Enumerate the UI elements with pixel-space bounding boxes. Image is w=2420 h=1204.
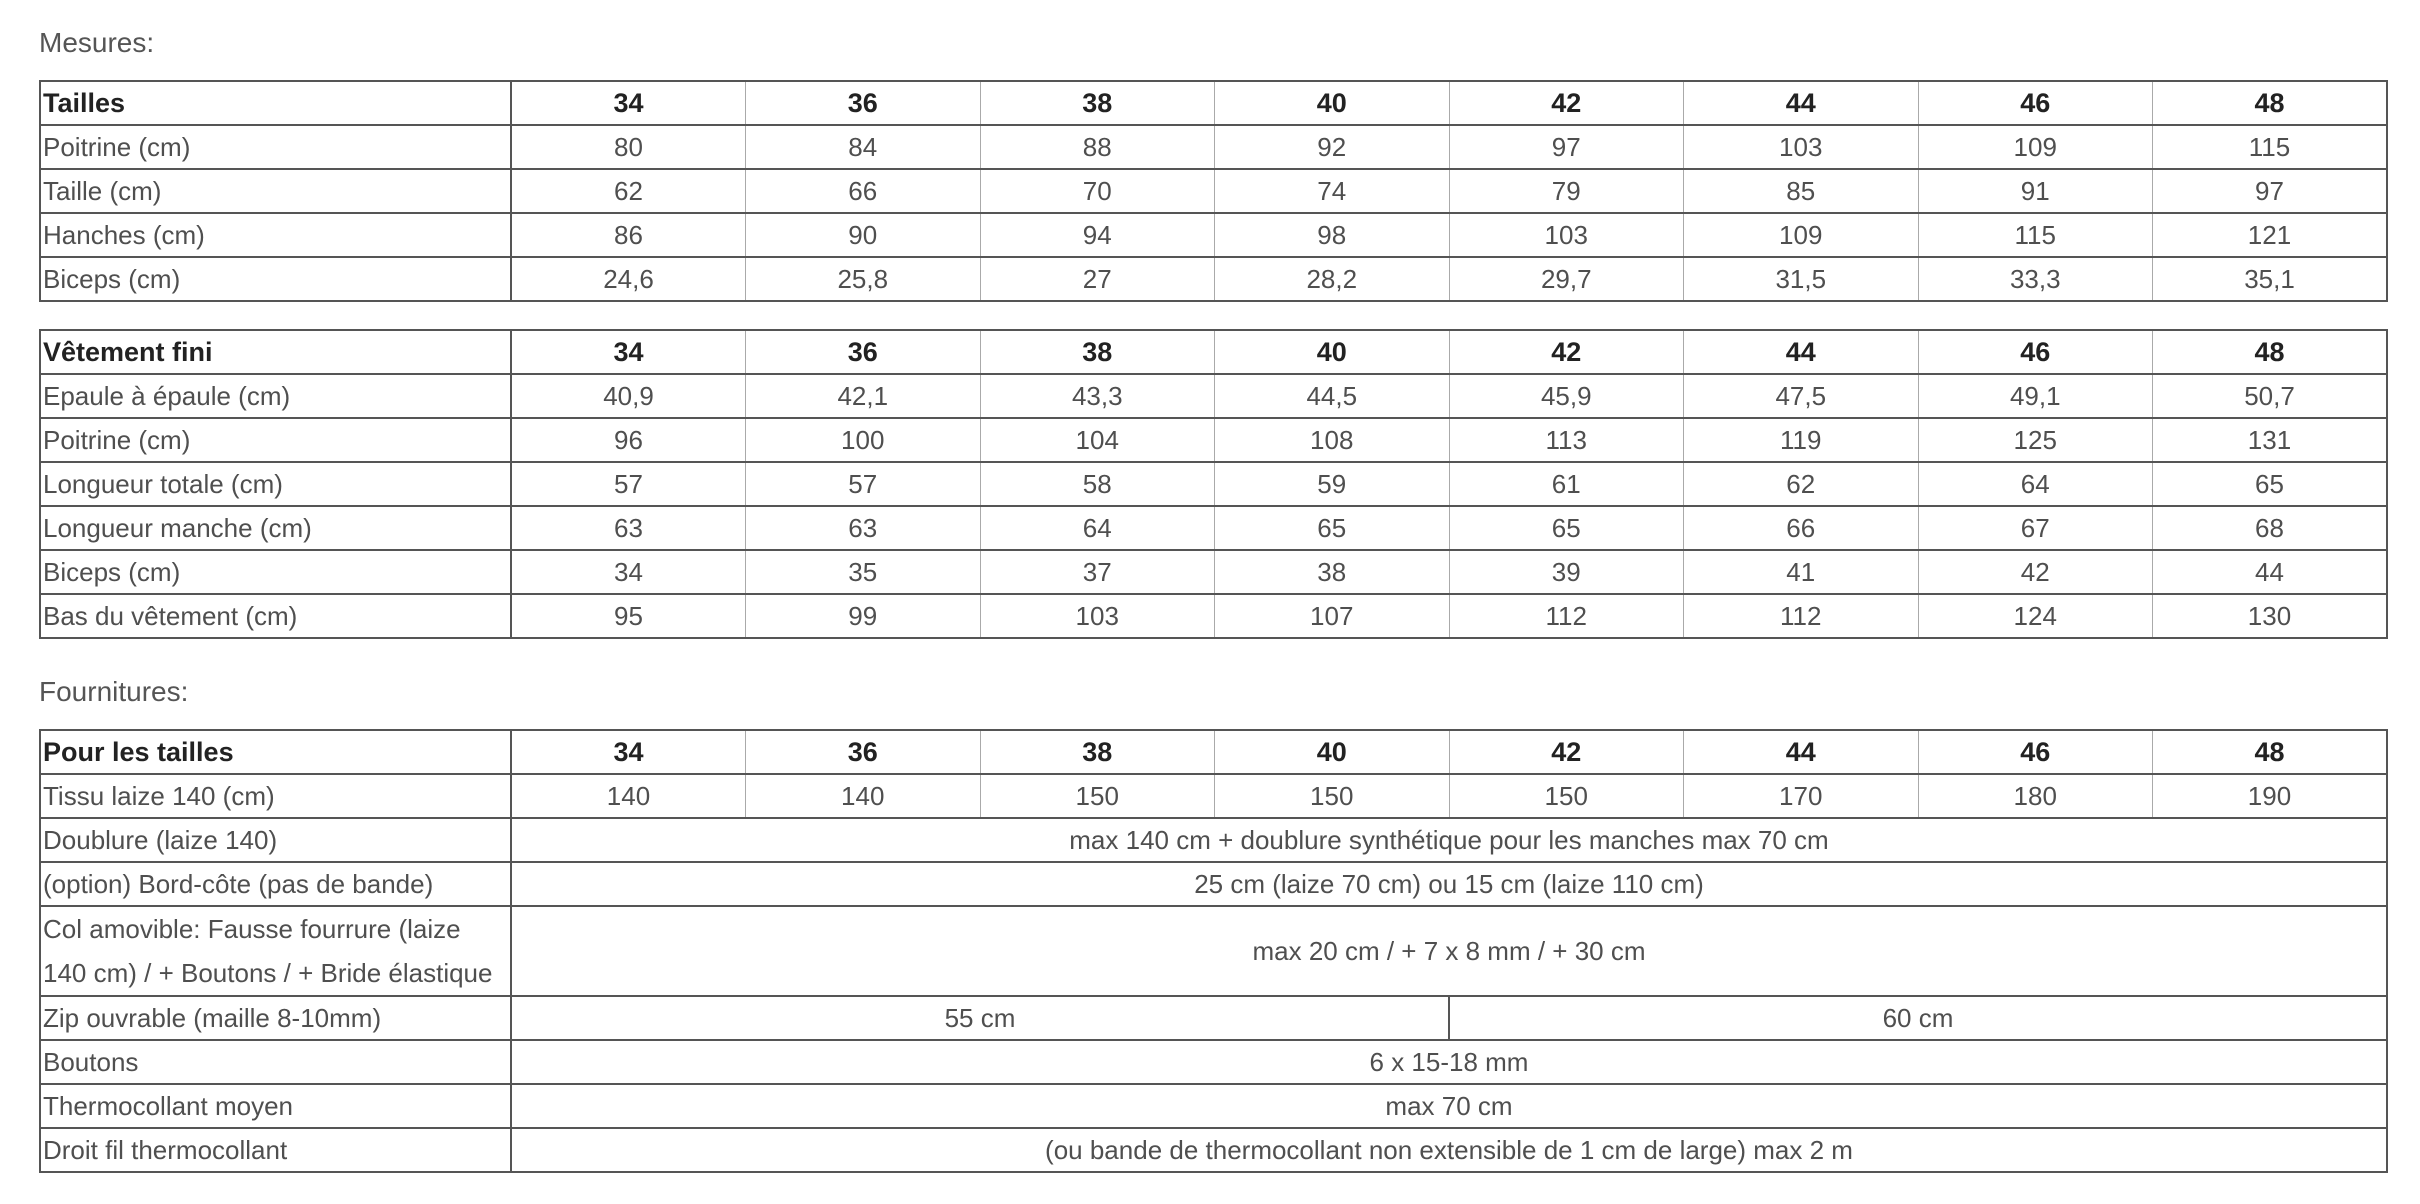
table-cell: 50,7 [2153, 374, 2388, 418]
table-cell: 180 [1918, 774, 2153, 818]
table-cell: 103 [1684, 125, 1919, 169]
merged-cell: max 70 cm [511, 1084, 2387, 1128]
table-cell: 35,1 [2153, 257, 2388, 301]
table-cell: 103 [1449, 213, 1684, 257]
table-row [40, 1128, 2387, 1172]
size-header: 48 [2153, 730, 2388, 774]
table-cell: 70 [980, 169, 1215, 213]
table-cell: 97 [1449, 125, 1684, 169]
table-cell: 27 [980, 257, 1215, 301]
table-cell: 25,8 [746, 257, 981, 301]
table-cell: 59 [1215, 462, 1450, 506]
table-cell: 42 [1918, 550, 2153, 594]
table-cell: 88 [980, 125, 1215, 169]
vetement-header-row [40, 330, 2387, 374]
table-cell: 62 [511, 169, 746, 213]
merged-cell: max 140 cm + doublure synthétique pour les manches max 70 cm [511, 818, 2387, 862]
row-label: Col amovible: Fausse fourrure (laize 140 cm) / + Boutons / + Bride élastique [40, 906, 511, 996]
table-cell: 34 [511, 550, 746, 594]
row-label: Tissu laize 140 (cm) [40, 774, 511, 818]
table-cell: 63 [746, 506, 981, 550]
row-label: Zip ouvrable (maille 8-10mm) [40, 996, 511, 1040]
table-cell: 40,9 [511, 374, 746, 418]
table-cell: 39 [1449, 550, 1684, 594]
table-cell: 103 [980, 594, 1215, 638]
row-label: Droit fil thermocollant [40, 1128, 511, 1172]
table-cell: 29,7 [1449, 257, 1684, 301]
tailles-table [39, 80, 2388, 302]
table-cell: 86 [511, 213, 746, 257]
table-cell: 85 [1684, 169, 1919, 213]
table-row [40, 1040, 2387, 1084]
row-label: (option) Bord-côte (pas de bande) [40, 862, 511, 906]
row-label: Poitrine (cm) [40, 125, 511, 169]
table-cell: 41 [1684, 550, 1919, 594]
table-cell: 65 [1449, 506, 1684, 550]
table-cell: 150 [1449, 774, 1684, 818]
table-cell: 65 [1215, 506, 1450, 550]
size-header: 40 [1215, 330, 1450, 374]
table-cell: 24,6 [511, 257, 746, 301]
merged-cell: 6 x 15-18 mm [511, 1040, 2387, 1084]
table-row [40, 862, 2387, 906]
table-row [40, 169, 2387, 213]
table-cell: 43,3 [980, 374, 1215, 418]
table-cell: 113 [1449, 418, 1684, 462]
size-header: 44 [1684, 81, 1919, 125]
fournitures-table [39, 729, 2388, 1173]
row-label: Poitrine (cm) [40, 418, 511, 462]
table-cell: 84 [746, 125, 981, 169]
table-row [40, 374, 2387, 418]
table-row [40, 125, 2387, 169]
table-row [40, 906, 2387, 996]
table-cell: 96 [511, 418, 746, 462]
table-cell: 66 [1684, 506, 1919, 550]
table-cell: 35 [746, 550, 981, 594]
table-cell: 98 [1215, 213, 1450, 257]
fournitures-header-row [40, 730, 2387, 774]
table-cell: 124 [1918, 594, 2153, 638]
row-label: Taille (cm) [40, 169, 511, 213]
vetement-header-label: Vêtement fini [40, 330, 511, 374]
table-cell: 150 [1215, 774, 1450, 818]
table-cell: 112 [1684, 594, 1919, 638]
table-cell: 57 [746, 462, 981, 506]
row-label: Thermocollant moyen [40, 1084, 511, 1128]
size-header: 34 [511, 330, 746, 374]
table-cell: 140 [746, 774, 981, 818]
mesures-section-label: Mesures: [39, 27, 155, 58]
tailles-header-label: Tailles [40, 81, 511, 125]
size-header: 36 [746, 730, 981, 774]
row-label: Boutons [40, 1040, 511, 1084]
table-cell: 115 [2153, 125, 2388, 169]
table-cell: 92 [1215, 125, 1450, 169]
table-cell: 94 [980, 213, 1215, 257]
size-header: 42 [1449, 330, 1684, 374]
table-cell: 140 [511, 774, 746, 818]
table-cell: 99 [746, 594, 981, 638]
table-row [40, 774, 2387, 818]
size-header: 34 [511, 730, 746, 774]
table-row [40, 462, 2387, 506]
table-cell: 131 [2153, 418, 2388, 462]
fournitures-section-label: Fournitures: [39, 676, 189, 707]
table-row [40, 996, 2387, 1040]
table-cell: 65 [2153, 462, 2388, 506]
table-cell: 97 [2153, 169, 2388, 213]
table-cell: 28,2 [1215, 257, 1450, 301]
table-cell: 44 [2153, 550, 2388, 594]
table-row [40, 506, 2387, 550]
size-header: 40 [1215, 730, 1450, 774]
row-label: Longueur totale (cm) [40, 462, 511, 506]
row-label: Biceps (cm) [40, 550, 511, 594]
size-header: 46 [1918, 330, 2153, 374]
table-cell: 33,3 [1918, 257, 2153, 301]
row-label: Longueur manche (cm) [40, 506, 511, 550]
size-header: 42 [1449, 81, 1684, 125]
fournitures-header-label: Pour les tailles [40, 730, 511, 774]
table-cell: 42,1 [746, 374, 981, 418]
merged-cell: 60 cm [1449, 996, 2387, 1040]
merged-cell: (ou bande de thermocollant non extensible de 1 cm de large) max 2 m [511, 1128, 2387, 1172]
table-cell: 64 [1918, 462, 2153, 506]
table-cell: 80 [511, 125, 746, 169]
table-cell: 47,5 [1684, 374, 1919, 418]
table-row [40, 550, 2387, 594]
size-header: 44 [1684, 730, 1919, 774]
table-cell: 170 [1684, 774, 1919, 818]
table-cell: 67 [1918, 506, 2153, 550]
table-cell: 115 [1918, 213, 2153, 257]
merged-cell: max 20 cm / + 7 x 8 mm / + 30 cm [511, 906, 2387, 996]
size-header: 34 [511, 81, 746, 125]
size-header: 48 [2153, 81, 2388, 125]
merged-cell: 55 cm [511, 996, 1449, 1040]
size-header: 44 [1684, 330, 1919, 374]
tailles-header-row [40, 81, 2387, 125]
table-cell: 31,5 [1684, 257, 1919, 301]
row-label: Bas du vêtement (cm) [40, 594, 511, 638]
table-cell: 112 [1449, 594, 1684, 638]
table-cell: 190 [2153, 774, 2388, 818]
table-cell: 44,5 [1215, 374, 1450, 418]
size-header: 36 [746, 81, 981, 125]
table-cell: 63 [511, 506, 746, 550]
table-cell: 100 [746, 418, 981, 462]
table-cell: 109 [1684, 213, 1919, 257]
size-header: 48 [2153, 330, 2388, 374]
table-row [40, 1084, 2387, 1128]
row-label: Epaule à épaule (cm) [40, 374, 511, 418]
table-cell: 95 [511, 594, 746, 638]
table-cell: 108 [1215, 418, 1450, 462]
table-cell: 104 [980, 418, 1215, 462]
table-cell: 107 [1215, 594, 1450, 638]
row-label: Biceps (cm) [40, 257, 511, 301]
table-row [40, 594, 2387, 638]
table-cell: 49,1 [1918, 374, 2153, 418]
size-header: 46 [1918, 730, 2153, 774]
table-cell: 45,9 [1449, 374, 1684, 418]
size-header: 46 [1918, 81, 2153, 125]
size-header: 40 [1215, 81, 1450, 125]
table-cell: 119 [1684, 418, 1919, 462]
table-cell: 37 [980, 550, 1215, 594]
table-cell: 58 [980, 462, 1215, 506]
table-row [40, 418, 2387, 462]
table-cell: 91 [1918, 169, 2153, 213]
table-cell: 66 [746, 169, 981, 213]
table-cell: 38 [1215, 550, 1450, 594]
size-header: 42 [1449, 730, 1684, 774]
table-cell: 79 [1449, 169, 1684, 213]
table-cell: 61 [1449, 462, 1684, 506]
vetement-fini-table [39, 329, 2388, 639]
table-row [40, 818, 2387, 862]
table-cell: 125 [1918, 418, 2153, 462]
size-header: 36 [746, 330, 981, 374]
size-header: 38 [980, 81, 1215, 125]
size-header: 38 [980, 730, 1215, 774]
size-header: 38 [980, 330, 1215, 374]
table-cell: 130 [2153, 594, 2388, 638]
table-cell: 150 [980, 774, 1215, 818]
table-cell: 68 [2153, 506, 2388, 550]
table-cell: 74 [1215, 169, 1450, 213]
table-row [40, 257, 2387, 301]
table-row [40, 213, 2387, 257]
table-cell: 62 [1684, 462, 1919, 506]
table-cell: 109 [1918, 125, 2153, 169]
table-cell: 64 [980, 506, 1215, 550]
row-label: Doublure (laize 140) [40, 818, 511, 862]
table-cell: 57 [511, 462, 746, 506]
table-cell: 121 [2153, 213, 2388, 257]
row-label: Hanches (cm) [40, 213, 511, 257]
table-cell: 90 [746, 213, 981, 257]
merged-cell: 25 cm (laize 70 cm) ou 15 cm (laize 110 cm) [511, 862, 2387, 906]
